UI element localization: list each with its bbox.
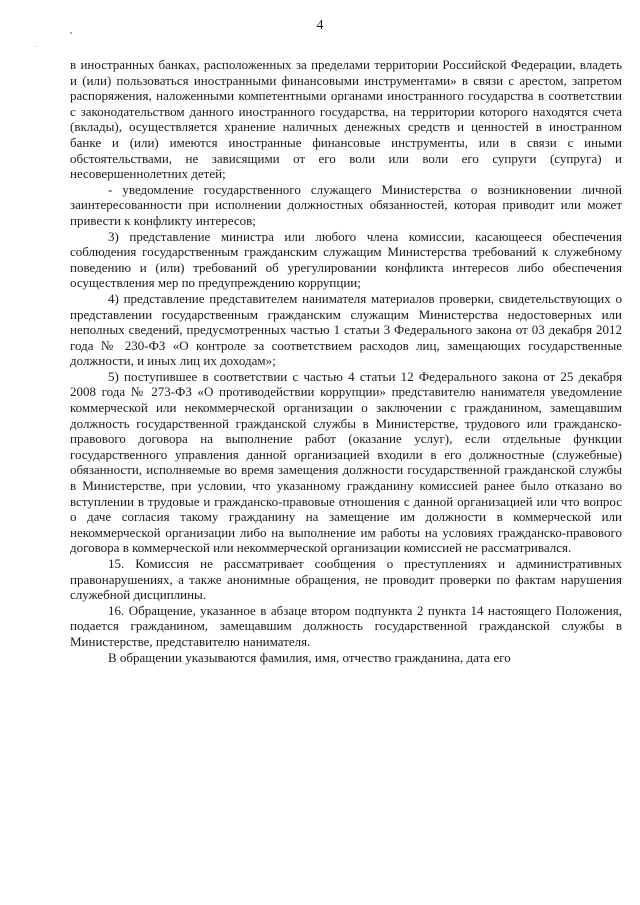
paragraph-15: 15. Комиссия не рассматривает сообщения о преступлениях и административных правонарушениях, а также анонимные обращения, не проводит проверки по фактам нарушения служебной дисциплины.: [70, 556, 622, 603]
page-number: 4: [316, 18, 324, 33]
paragraph-item-4: 4) представление представителем нанимателя материалов проверки, свидетельствующих о представлении государственным гражданским служащим Министерства недостоверных или неполных сведений, предусмотренных частью 1 статьи 3 Федерального закона от 03 декабря 2012 года № 230-ФЗ «О контроле за соответствием расходов лиц, замещающих государственные должности, и иных лиц их доходам»;: [70, 290, 622, 369]
paragraph-continuation: в иностранных банках, расположенных за пределами территории Российской Федерации, владеть и (или) пользоваться иностранными финансовыми инструментами» в связи с арестом, запретом распоряжения, наложенными компетентными органами иностранного государства в соответствии с законодательством данного иностранного государства, на территории которого находятся счета (вклады), осуществляется хранение наличных денежных средств и ценностей в иностранном банке и (или) имеются иностранные финансовые инструменты, или в связи с иными обстоятельствами, не зависящими от его воли или воли его супруги (супруга) и несовершеннолетних детей;: [70, 57, 622, 182]
paragraph-appeal-details: В обращении указываются фамилия, имя, отчество гражданина, дата его: [108, 649, 511, 665]
paragraph-item-3: 3) представление министра или любого члена комиссии, касающееся обеспечения соблюдения государственным гражданским служащим Министерства требований к служебному поведению и (или) требований об урегулировании конфликта интересов либо обеспечения осуществления мер по предупреждению коррупции;: [70, 228, 622, 291]
paragraph-16: 16. Обращение, указанное в абзаце втором подпункта 2 пункта 14 настоящего Положения, подается гражданином, замещавшим должность государственной гражданской службы в Министерстве, представителю нанимателя.: [70, 602, 622, 649]
paragraph-item-5: 5) поступившее в соответствии с частью 4 статьи 12 Федерального закона от 25 декабря 2008 года № 273-ФЗ «О противодействии коррупции» представителю нанимателя уведомление коммерческой или некоммерческой организации о заключении с гражданином, замещавшим должность государственной гражданской службы в Министерстве, трудового или гражданско-правового договора на выполнение работ (оказание услуг), если отдельные функции государственного управления данной организацией входили в его должностные (служебные) обязанности, исполняемые во время замещения должности государственной гражданской службы в Министерстве, при условии, что указанному гражданину комиссией ранее было отказано во вступлении в трудовые и гражданско-правовые отношения с данной организацией или что вопрос о даче согласия такому гражданину на замещение им должности в коммерческой или некоммерческой организации либо на выполнение им работы на условиях гражданско-правового договора в коммерческой или некоммерческой организации комиссией не рассматривался.: [70, 368, 622, 556]
paragraph-notification: - уведомление государственного служащего Министерства о возникновении личной заинтересованности при исполнении должностных обязанностей, которая приводит или может привести к конфликту интересов;: [70, 181, 622, 228]
scan-speck: [36, 46, 37, 47]
document-body: [70, 57, 622, 665]
